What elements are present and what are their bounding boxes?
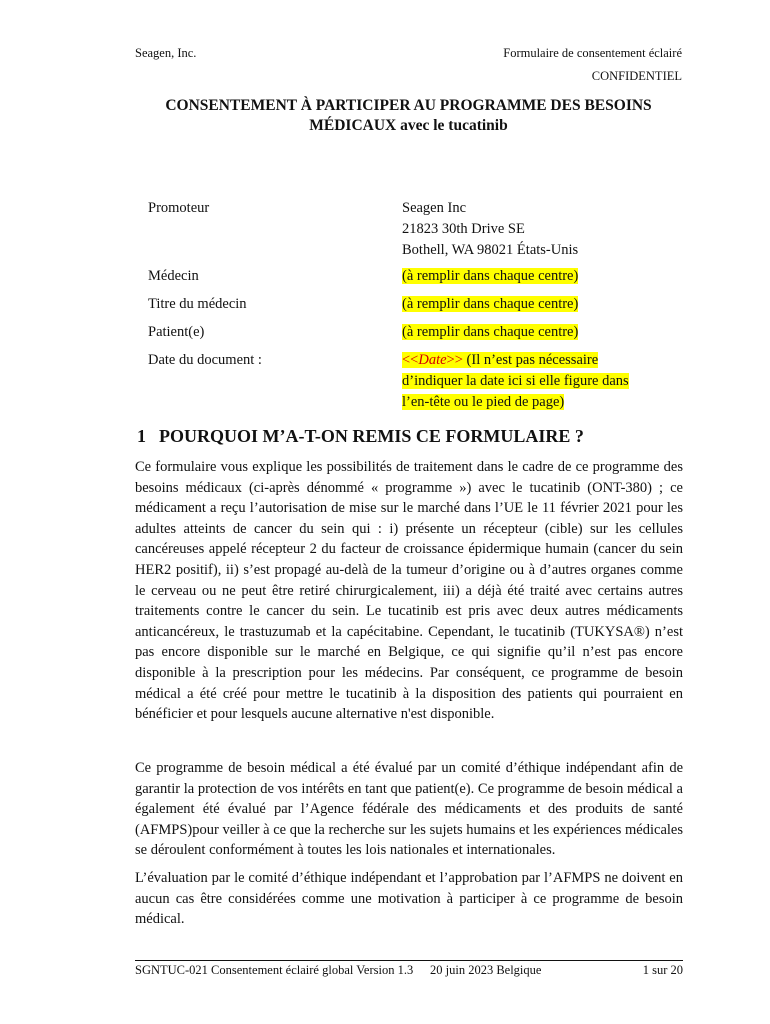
- footer-date-country: 20 juin 2023 Belgique: [430, 963, 542, 977]
- date-placeholder: Date: [418, 352, 447, 368]
- section-1-paragraph-2: Ce programme de besoin médical a été évalué par un comité d’éthique indépendant afin de garantir la protection de vos intérêts en tant que patient(e). Ce programme de besoin médical a également été évalué par l’Agence fédérale des médicaments et des produits de santé (AFMPS)pour veiller à ce que la recherche sur les sujets humains et les expériences médicales se déroulent conformément à toutes les lois nationales et internationales.: [135, 760, 683, 859]
- footer-page-number: 1 sur 20: [642, 963, 683, 977]
- section-1-paragraph-3: L’évaluation par le comité d’éthique indépendant et l’approbation par l’AFMPS ne doivent en aucun cas être considérées comme une motivation à participer à ce programme de besoin médical.: [135, 870, 683, 928]
- doctor-label: Médecin: [148, 268, 199, 284]
- date-label: Date du document :: [148, 352, 262, 368]
- footer-doc-ref: SGNTUC-021 Consentement éclairé global Version 1.3: [135, 963, 414, 977]
- section-1-paragraph-1: Ce formulaire vous explique les possibilités de traitement dans le cadre de ce programme des besoins médicaux (ci-après dénommé « programme ») avec le tucatinib (ONT-380) ; ce médicament a reçu l’autorisation de mise sur le marché dans l’UE le 11 février 2021 pour les adultes atteints de cancer du sein qui : i) présente un récepteur (cible) sur les cellules cancéreuses appelé récepteur 2 du facteur de croissance épidermique humain (cancer du sein HER2 positif), ii) s’est propagé au-delà de la tumeur d’origine ou à d’autres organes comme le cerveau ou ne peut être retiré chirurgicalement, iii) a déjà été traité avec certains autres traitements contre le cancer du sein. Le tucatinib est pris avec deux autres médicaments anticancéreux, le trastuzumab et la capécitabine. Cependant, le tucatinib (TUKYSA®) n’est pas encore disponible sur le marché en Belgique, ce qui signifie qu’il n’est pas encore disponible à la prescription pour les médecins. Par conséquent, ce programme de besoin médical a été créé pour mettre le tucatinib à la disposition des patients qui pourraient en bénéficier et pour lesquels aucune alternative n'est disponible.: [135, 459, 683, 723]
- doctor-title-label: Titre du médecin: [148, 296, 247, 312]
- patient-label: Patient(e): [148, 324, 205, 340]
- title-line-1: CONSENTEMENT À PARTICIPER AU PROGRAMME DES BESOINS: [165, 97, 652, 114]
- footer-divider: [135, 960, 683, 961]
- sponsor-line-2: 21823 30th Drive SE: [402, 221, 525, 237]
- date-close: >>: [446, 352, 463, 368]
- date-note-2: d’indiquer la date ici si elle figure dans: [402, 373, 629, 389]
- doctor-title-value: (à remplir dans chaque centre): [402, 296, 579, 312]
- section-1-title: POURQUOI M’A-T-ON REMIS CE FORMULAIRE ?: [159, 426, 584, 446]
- page-title: [135, 96, 682, 136]
- date-value: [402, 350, 692, 413]
- section-1-number: 1: [137, 426, 146, 446]
- doctor-value: (à remplir dans chaque centre): [402, 268, 579, 284]
- header-confidential: CONFIDENTIEL: [591, 69, 682, 83]
- patient-value: (à remplir dans chaque centre): [402, 324, 579, 340]
- section-1-heading: [137, 426, 584, 447]
- date-open: <<: [402, 352, 419, 368]
- header-doc-type: Formulaire de consentement éclairé: [503, 46, 682, 60]
- header-company: Seagen, Inc.: [135, 46, 197, 60]
- date-note-3: l’en-tête ou le pied de page): [402, 394, 565, 410]
- sponsor-label: Promoteur: [148, 200, 210, 216]
- title-line-2: MÉDICAUX avec le tucatinib: [309, 117, 508, 134]
- sponsor-line-3: Bothell, WA 98021 États-Unis: [402, 242, 579, 258]
- sponsor-value: [402, 198, 692, 261]
- sponsor-line-1: Seagen Inc: [402, 200, 467, 216]
- date-note-1: (Il n’est pas nécessaire: [466, 352, 599, 368]
